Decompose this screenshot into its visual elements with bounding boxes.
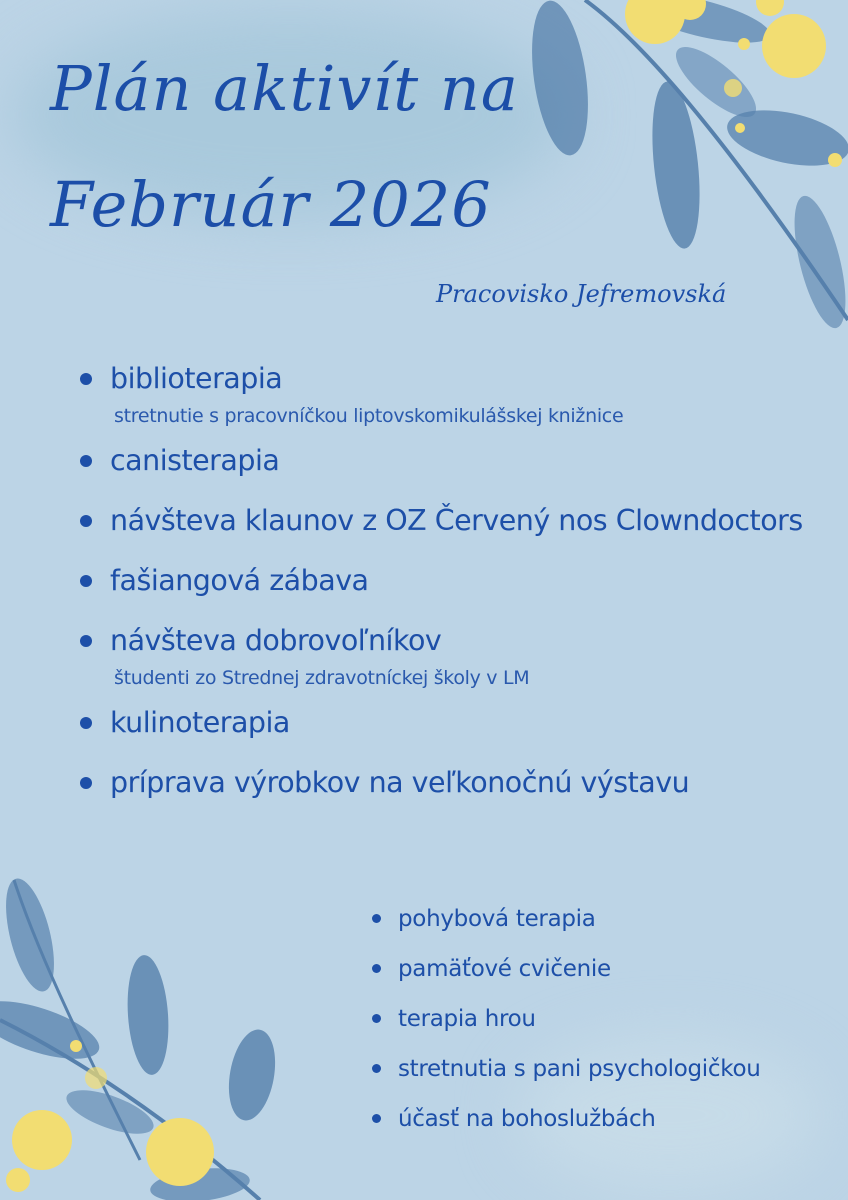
list-item (76, 760, 803, 806)
bullet-icon (372, 1064, 381, 1073)
title-line-1: Plán aktivít na (50, 52, 519, 125)
activity-item (76, 498, 803, 544)
bullet-icon (80, 777, 92, 789)
list-item (76, 356, 803, 430)
activity-note: stretnutie s pracovníčkou liptovskomikulášskej knižnice (114, 405, 624, 427)
activity-item (76, 438, 803, 484)
list-item (370, 898, 761, 948)
list-item (76, 558, 803, 604)
activity-label: návšteva dobrovoľníkov (110, 624, 442, 657)
activity-item (76, 700, 803, 746)
bullet-icon (372, 964, 381, 973)
activity-label: fašiangová zábava (110, 564, 369, 597)
regular-activity-label: stretnutia s pani psychologičkou (398, 1056, 761, 1082)
activity-item (76, 618, 803, 664)
list-item (76, 498, 803, 544)
list-item (76, 438, 803, 484)
list-item (76, 700, 803, 746)
activity-label: návšteva klaunov z OZ Červený nos Clowndoctors (110, 504, 803, 537)
regular-activity-label: pamäťové cvičenie (398, 956, 611, 982)
bullet-icon (80, 635, 92, 647)
activity-label: biblioterapia (110, 362, 283, 395)
regular-activities-list (370, 898, 761, 1148)
activity-label: príprava výrobkov na veľkonočnú výstavu (110, 766, 690, 799)
bullet-icon (80, 373, 92, 385)
bullet-icon (80, 717, 92, 729)
bullet-icon (372, 914, 381, 923)
regular-activity-label: účasť na bohoslužbách (398, 1106, 656, 1132)
bullet-icon (80, 515, 92, 527)
activity-note: študenti zo Strednej zdravotníckej školy v LM (114, 667, 530, 689)
activity-item (76, 760, 803, 806)
regular-activity-label: terapia hrou (398, 1006, 536, 1032)
activity-label: kulinoterapia (110, 706, 290, 739)
bullet-icon (372, 1114, 381, 1123)
activity-item (76, 558, 803, 604)
regular-activity-label: pohybová terapia (398, 906, 596, 932)
title-line-2: Február 2026 (50, 168, 492, 241)
list-item (370, 1098, 761, 1148)
list-item (76, 618, 803, 692)
bullet-icon (80, 455, 92, 467)
list-item (370, 998, 761, 1048)
bullet-icon (372, 1014, 381, 1023)
list-item (370, 948, 761, 998)
activity-item (76, 356, 803, 402)
activity-label: canisterapia (110, 444, 280, 477)
bullet-icon (80, 575, 92, 587)
subtitle-workplace: Pracovisko Jefremovská (436, 280, 727, 308)
main-activities-list (76, 356, 803, 820)
list-item (370, 1048, 761, 1098)
